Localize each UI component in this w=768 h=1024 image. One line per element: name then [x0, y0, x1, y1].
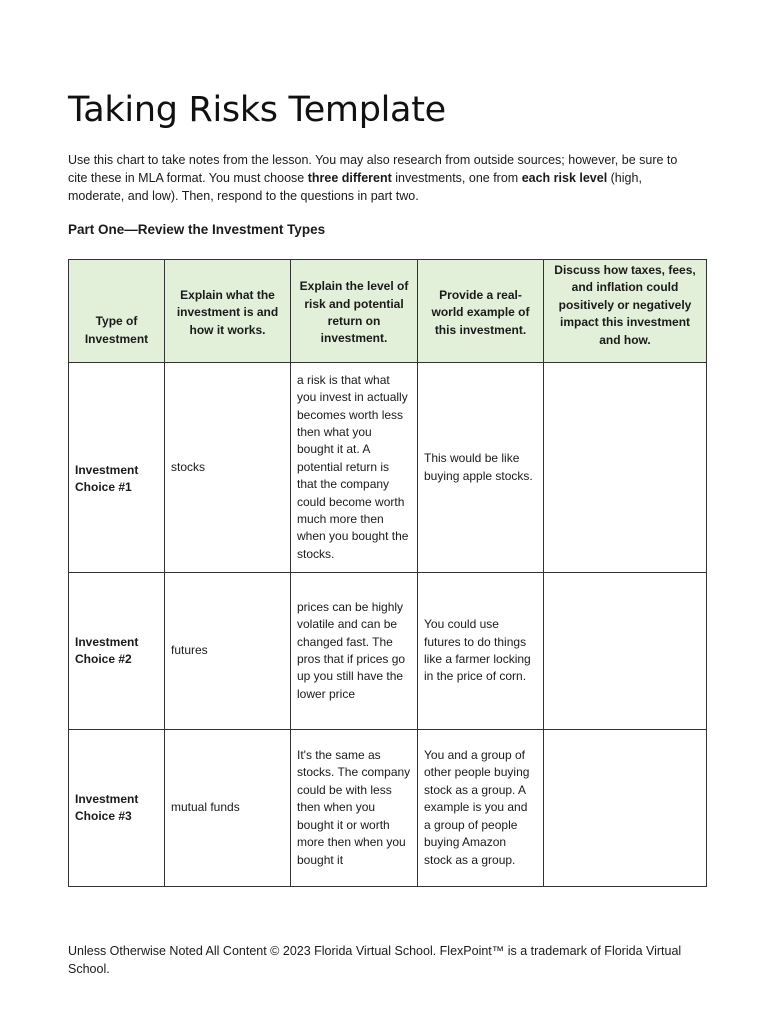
cell-taxes[interactable]: [544, 363, 707, 573]
cell-risk[interactable]: prices can be highly volatile and can be changed fast. The pros that if prices go up you still have the lower price: [291, 573, 418, 730]
cell-risk[interactable]: It's the same as stocks. The company could be with less then when you bought it or worth more then when you bought it: [291, 730, 418, 887]
header-example: Provide a real-world example of this investment.: [418, 260, 544, 363]
page-title: Taking Risks Template: [68, 90, 446, 130]
header-type: Type of Investment: [69, 260, 165, 363]
intro-text-2: investments, one from: [391, 171, 522, 185]
table-row: [69, 363, 707, 573]
cell-what[interactable]: mutual funds: [165, 730, 291, 887]
row-label: Investment Choice #3: [69, 730, 165, 887]
table-row: [69, 730, 707, 887]
intro-text-3: (high, moderate, and low). Then, respond to the questions in part two.: [68, 171, 642, 203]
row-label: Investment Choice #1: [69, 363, 165, 573]
intro-bold-1: three different: [307, 171, 392, 185]
cell-example[interactable]: This would be like buying apple stocks.: [418, 363, 544, 573]
cell-risk[interactable]: a risk is that what you invest in actually becomes worth less then what you bought it at. A potential return is that the company could become worth much more then when you bought the stocks.: [291, 363, 418, 573]
copyright-footer: Unless Otherwise Noted All Content © 2023 Florida Virtual School. FlexPoint™ is a trademark of Florida Virtual School.: [68, 944, 682, 976]
intro-text-1: Use this chart to take notes from the lesson. You may also research from outside sources; however, be sure to cite these in MLA format. You must choose: [68, 153, 678, 185]
cell-taxes[interactable]: [544, 573, 707, 730]
cell-example[interactable]: You could use futures to do things like a farmer locking in the price of corn.: [418, 573, 544, 730]
cell-what[interactable]: futures: [165, 573, 291, 730]
investment-table: [68, 259, 707, 887]
cell-what[interactable]: stocks: [165, 363, 291, 573]
header-taxes: Discuss how taxes, fees, and inflation could positively or negatively impact this investment and how.: [544, 260, 707, 363]
table-row: [69, 573, 707, 730]
cell-example[interactable]: You and a group of other people buying stock as a group. A example is you and a group of people buying Amazon stock as a group.: [418, 730, 544, 887]
part-one-heading: Part One—Review the Investment Types: [68, 222, 326, 237]
row-label: Investment Choice #2: [69, 573, 165, 730]
header-explain: Explain what the investment is and how it works.: [165, 260, 291, 363]
cell-taxes[interactable]: [544, 730, 707, 887]
table-header-row: [69, 260, 707, 363]
intro-bold-2: each risk level: [521, 171, 608, 185]
header-risk: Explain the level of risk and potential return on investment.: [291, 260, 418, 363]
intro-paragraph: [68, 151, 698, 205]
